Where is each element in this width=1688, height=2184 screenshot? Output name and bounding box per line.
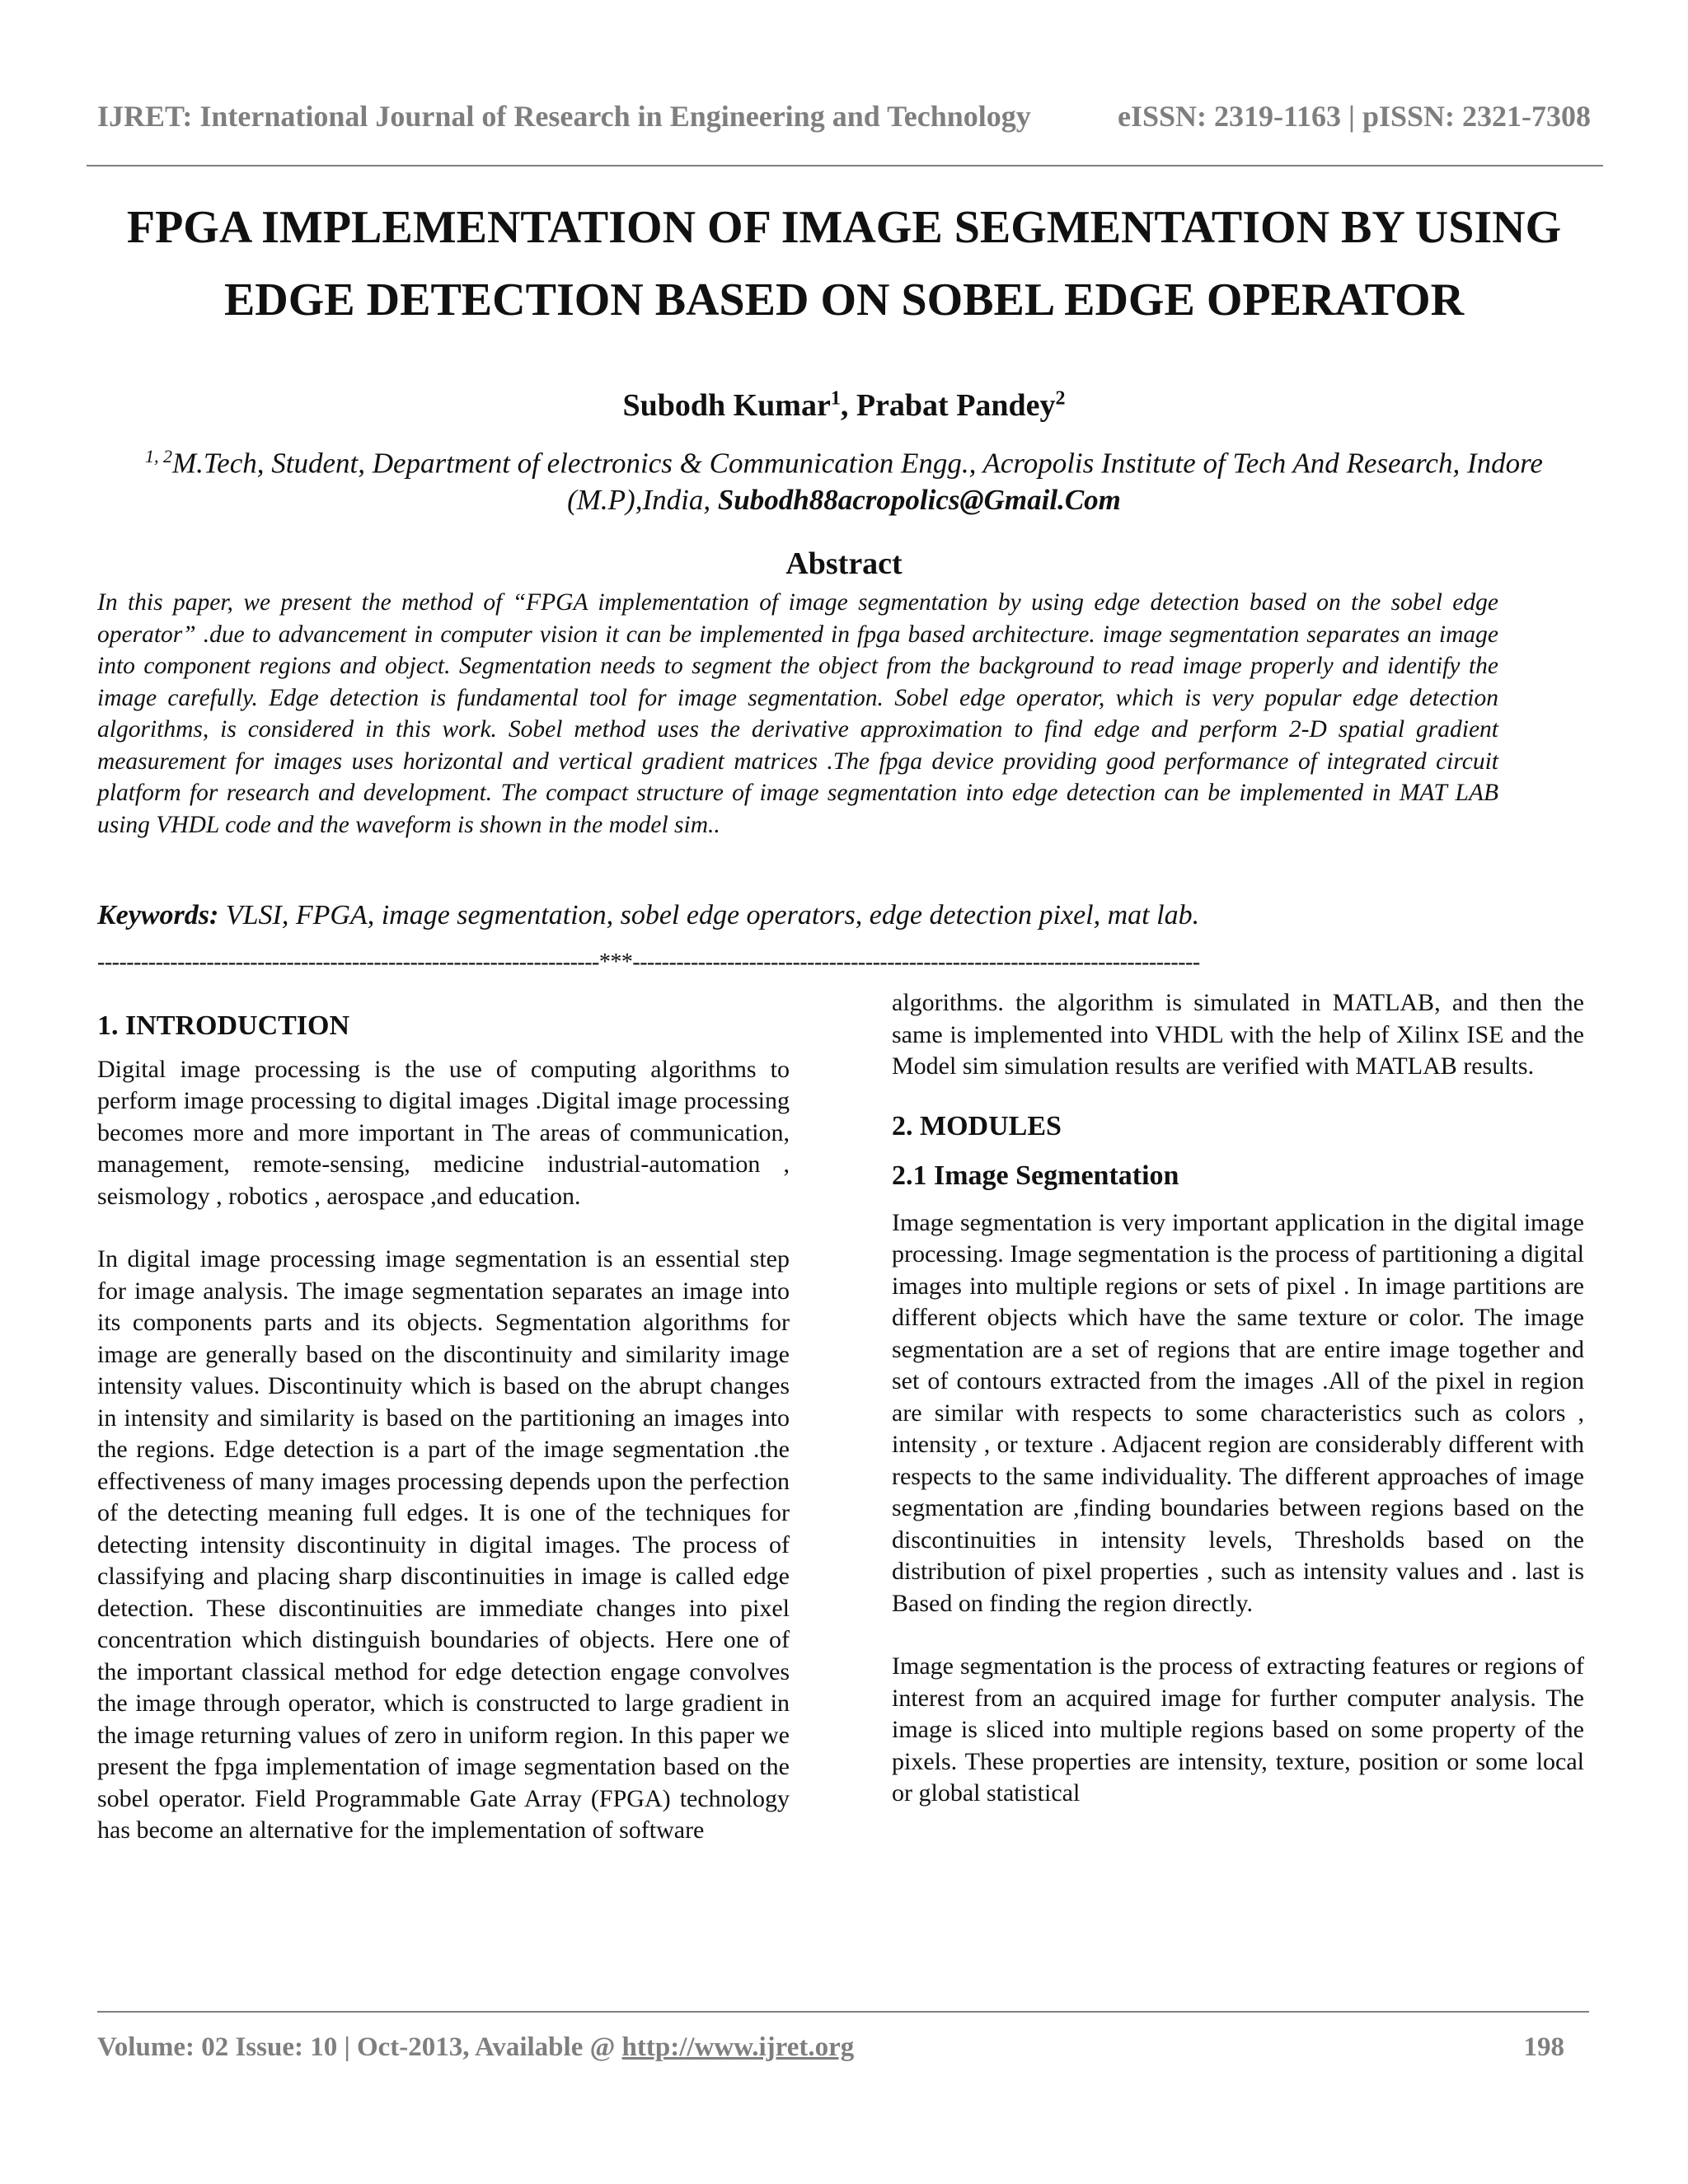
intro-paragraph-2: In digital image processing image segmentation is an essential step for image analysis. The image segmentation separates an image into its components parts and its objects. Segmentation algorithms for image are generally based on the discontinuity and similarity image intensity values. Discontinuity which is based on the abrupt changes in intensity and similarity is based on the partitioning an images into the regions. Edge detection is a part of the image segmentation .the effectiveness of many images processing depends upon the perfection of the detecting meaning full edges. It is one of the techniques for detecting intensity discontinuity in digital images. The process of classifying and placing sharp discontinuities in image is called edge detection. These discontinuities are immediate changes into pixel concentration which distinguish boundaries of objects. Here one of the important classical method for edge detection engage convolves the image through operator, which is constructed to large gradient in the image returning values of zero in uniform region. In this paper we present the fpga implementation of image segmentation based on the sobel operator. Field Programmable Gate Array (FPGA) technology has become an alternative for the implementation of software xyxy=(97,1245,790,1844)
journal-name: IJRET: International Journal of Research in Engineering and Technology xyxy=(97,100,1031,133)
right-column xyxy=(892,989,1584,1810)
introduction-heading: 1. INTRODUCTION xyxy=(97,1010,350,1041)
keywords-text: VLSI, FPGA, image segmentation, sobel edge operators, edge detection pixel, mat lab. xyxy=(218,900,1200,930)
image-segmentation-heading: 2.1 Image Segmentation xyxy=(892,1160,1179,1191)
author-2: Prabat Pandey xyxy=(856,388,1056,423)
page-number: 198 xyxy=(1523,2032,1564,2062)
volume-info xyxy=(97,2032,854,2063)
modules-heading: 2. MODULES xyxy=(892,1110,1062,1141)
author-2-sup: 2 xyxy=(1055,387,1066,410)
segmentation-paragraph-1: Image segmentation is very important application in the digital image processing. Image segmentation is the process of partitioning a digital images into multiple regions or sets of pixel . In image partitions are different objects which have the same texture or color. The image segmentation are a set of regions that are entire image together and set of contours extracted from the images .All of the pixel in region are similar with respects to some characteristics such as colors , intensity , or texture . Adjacent region are considerably different with respects to the same individuality. The different approaches of image segmentation are ,finding boundaries between regions based on the discontinuities in intensity levels, Thresholds based on the distribution of pixel properties , such as intensity values and . last is Based on finding the region directly. xyxy=(892,1208,1584,1617)
section-divider: ---------------------------------------------------------------------***------------------------------------------------------------------------------ xyxy=(97,949,1200,975)
author-email: Subodh88acropolics@Gmail.Com xyxy=(717,483,1121,516)
author-1: Subodh Kumar xyxy=(622,388,831,423)
journal-link[interactable]: http://www.ijret.org xyxy=(621,2032,855,2062)
affiliation-sup: 1, 2 xyxy=(145,446,173,466)
segmentation-paragraph-2: Image segmentation is the process of extracting features or regions of interest from an acquired image for further computer analysis. The image is sliced into multiple regions based on some property of the pixels. These properties are intensity, texture, position or some local or global statistical xyxy=(892,1652,1584,1807)
header-rule xyxy=(87,165,1603,166)
author-separator: , xyxy=(840,388,856,423)
volume-text: Volume: 02 Issue: 10 | Oct-2013, Available @ xyxy=(97,2032,622,2062)
paper-title xyxy=(97,191,1591,336)
keywords xyxy=(97,900,1564,931)
affiliation-text: M.Tech, Student, Department of electronics & Communication Engg., Acropolis Institute of Tech And Research, Indore (M.P),India, xyxy=(172,447,1543,516)
footer-rule xyxy=(97,2011,1589,2013)
issn: eISSN: 2319-1163 | pISSN: 2321-7308 xyxy=(1118,100,1591,133)
title-line-1: FPGA IMPLEMENTATION OF IMAGE SEGMENTATION BY USING xyxy=(126,202,1562,253)
keywords-label: Keywords: xyxy=(97,900,219,930)
intro-paragraph-1: Digital image processing is the use of computing algorithms to perform image processing to digital images .Digital image processing becomes more and more important in The areas of communication, management, remote-sensing, medicine industrial-automation , seismology , robotics , aerospace ,and education. xyxy=(97,1055,790,1210)
intro-paragraph-continued: algorithms. the algorithm is simulated in MATLAB, and then the same is implemented into VHDL with the help of Xilinx ISE and the Model sim simulation results are verified with MATLAB results. xyxy=(892,989,1584,1080)
authors xyxy=(97,387,1591,424)
affiliation xyxy=(97,438,1591,518)
abstract-heading: Abstract xyxy=(785,546,903,581)
running-header xyxy=(97,99,1591,134)
title-line-2: EDGE DETECTION BASED ON SOBEL EDGE OPERATOR xyxy=(223,274,1465,326)
running-footer xyxy=(97,2032,1564,2063)
author-1-sup: 1 xyxy=(830,387,841,410)
left-column xyxy=(97,1010,790,1847)
abstract-text: In this paper, we present the method of “FPGA implementation of image segmentation by using edge detection based on the sobel edge operator” .due to advancement in computer vision it can be implemented in fpga based architecture. image segmentation separates an image into component regions and object. Segmentation needs to segment the object from the background to read image properly and identify the image carefully. Edge detection is fundamental tool for image segmentation. Sobel edge operator, which is very popular edge detection algorithms, is considered in this work. Sobel method uses the derivative approximation to find edge and perform 2-D spatial gradient measurement for images uses horizontal and vertical gradient matrices .The fpga device providing good performance of integrated circuit platform for research and development. The compact structure of image segmentation into edge detection can be implemented in MAT LAB using VHDL code and the waveform is shown in the model sim.. xyxy=(97,589,1498,838)
